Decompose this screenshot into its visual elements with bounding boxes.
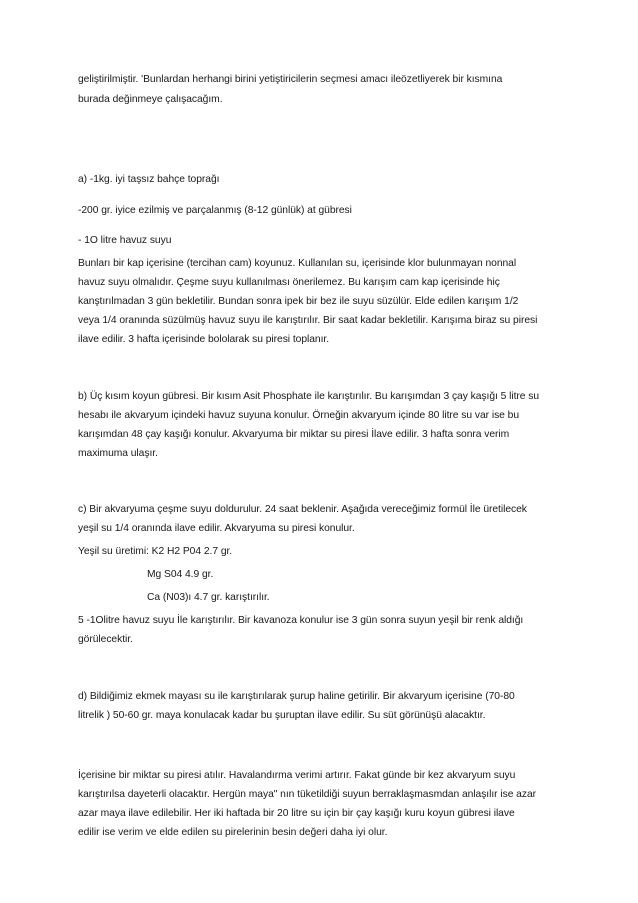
- section-c-after-line-2: görülecektir.: [78, 634, 133, 645]
- section-a-item-2: -200 gr. iyice ezilmiş ve parçalanmış (8-12 günlük) at gübresi: [78, 205, 352, 216]
- intro-line-1: geliştirilmiştir. 'Bunlardan herhangi birini yetiştiricilerin seçmesi amacı ileözetliyerek bir kısmına: [78, 74, 503, 85]
- section-b-line-2: hesabı ile akvaryum içindeki havuz suyuna konulur. Örneğin akvaryum içinde 80 litre su var ise bu: [78, 410, 520, 421]
- section-b-line-1: b) Üç kısım koyun gübresi. Bir kısım Asit Phosphate ile karıştırılır. Bu karışımdan 3 çay kaşığı 5 litre su: [78, 391, 540, 402]
- section-c-line-1: c) Bir akvaryuma çeşme suyu doldurulur. 24 saat beklenir. Aşağıda vereceğimiz formül İle üretilecek: [78, 504, 527, 515]
- section-a-paragraph-line-5: ilave edilir. 3 hafta içerisinde bololarak su piresi toplanır.: [78, 334, 330, 345]
- section-a-paragraph-line-1: Bunları bir kap içerisine (tercihan cam) koyunuz. Kullanılan su, içerisinde klor bulunmayan nonnal: [78, 258, 517, 269]
- closing-line-1: İçerisine bir miktar su piresi atılır. Havalandırma verimi artırır. Fakat günde bir kez akvaryum suyu: [78, 770, 516, 781]
- section-c-after-line-1: 5 -1Olitre havuz suyu İle karıştırılır. Bir kavanoza konulur ise 3 gün sonra suyun yeşil bir renk aldığı: [78, 615, 524, 626]
- section-a-paragraph-line-4: veya 1/4 oranında süzülmüş havuz suyu ile karıştırılır. Bir saat kadar bekletilir. Karışıma biraz su piresi: [78, 315, 538, 326]
- section-a-paragraph-line-3: kanştırılmadan 3 gün bekletilir. Bundan sonra ipek bir bez ile suyu süzülür. Elde edilen karışım 1/2: [78, 296, 519, 307]
- section-c-formula-line-1: Yeşil su üretimi: K2 H2 P04 2.7 gr.: [78, 546, 233, 557]
- section-b-line-4: maximuma ulaşır.: [78, 448, 158, 459]
- section-d-line-2: litrelik ) 50-60 gr. maya konulacak kadar bu şuruptan ilave edilir. Su süt görünüşü alacaktır.: [78, 710, 486, 721]
- section-a-item-3: - 1O litre havuz suyu: [78, 235, 172, 246]
- closing-line-2: karıştırılsa dayeterli olacaktır. Hergün maya" nın tüketildiği suyun berraklaşmasmdan anlaşılır ise azar: [78, 789, 537, 800]
- section-a-paragraph-line-2: havuz suyu olmalıdır. Çeşme suyu kullanılması önerilemez. Bu karışım cam kap içerisinde hiç: [78, 277, 500, 288]
- section-d-line-1: d) Bildiğimiz ekmek mayası su ile karıştırılarak şurup haline getirilir. Bir akvaryum içerisine (70-80: [78, 691, 515, 702]
- section-c-formula-line-3: Ca (N03)ı 4.7 gr. karıştırılır.: [147, 592, 270, 603]
- section-c-formula-line-2: Mg S04 4.9 gr.: [147, 569, 214, 580]
- closing-line-4: edilir ise verim ve elde edilen su pirelerinin besin değeri daha iyi olur.: [78, 827, 388, 838]
- closing-line-3: azar maya ilave edilebilir. Her iki haftada bir 20 litre su için bir çay kaşığı kuru koyun gübresi ilave: [78, 808, 515, 819]
- section-b-line-3: karışımdan 48 çay kaşığı konulur. Akvaryuma bir miktar su piresi İlave edilir. 3 hafta sonra verim: [78, 429, 510, 440]
- section-a-item-1: a) -1kg. iyi taşsız bahçe toprağı: [78, 174, 220, 185]
- intro-line-2: burada değinmeye çalışacağım.: [78, 94, 223, 105]
- section-c-line-2: yeşil su 1/4 oranında ilave edilir. Akvaryuma su piresi konulur.: [78, 523, 355, 534]
